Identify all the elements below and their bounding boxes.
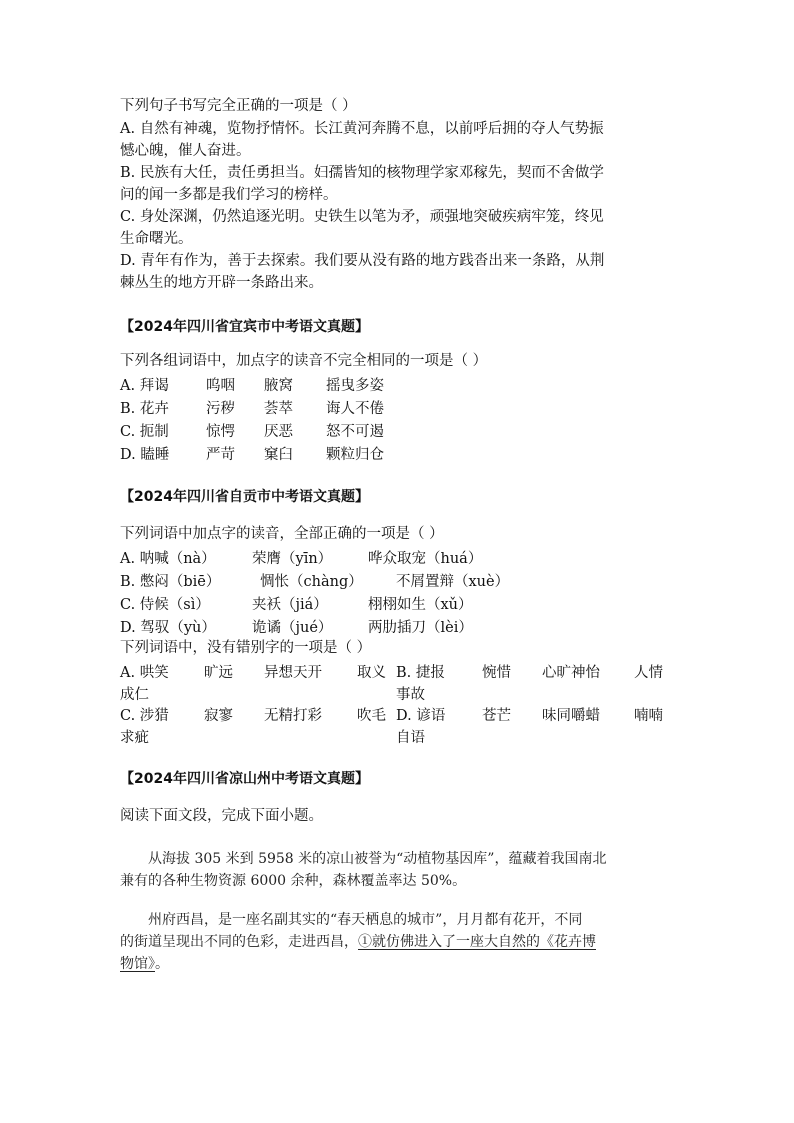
option-d-line1: D. 青年有作为，善于去探索。我们要从没有路的地方践沓出来一条路，从荆 bbox=[120, 253, 605, 269]
option-cell: 取义 bbox=[357, 665, 386, 681]
option-b-line2: 问的闻一多都是我们学习的榜样。 bbox=[120, 187, 338, 203]
option-cell: A. 拜谒 bbox=[120, 378, 169, 394]
option-row bbox=[120, 704, 680, 726]
option-cell: C. 侍候（sì） bbox=[120, 597, 210, 613]
passage-para2-line1: 州府西昌，是一座名副其实的“春天栖息的城市”，月月都有花开，不同 bbox=[148, 912, 583, 928]
option-cell: 异想天开 bbox=[264, 665, 322, 681]
option-cell: 窠臼 bbox=[264, 447, 293, 463]
option-row bbox=[120, 726, 680, 748]
option-cell: 颗粒归仓 bbox=[326, 447, 384, 463]
option-cell: 不屑置辩（xuè） bbox=[396, 574, 510, 590]
option-row bbox=[120, 420, 680, 442]
option-row bbox=[120, 397, 680, 419]
option-cell: 厌恶 bbox=[264, 424, 293, 440]
underlined-sentence: ①就仿佛进入了一座大自然的《花卉博 bbox=[358, 934, 596, 950]
passage-text: 的街道呈现出不同的色彩，走进西昌， bbox=[120, 934, 358, 950]
option-cell: 无精打彩 bbox=[264, 708, 322, 724]
option-cell: 摇曳多姿 bbox=[326, 378, 384, 394]
option-cell: 人情 bbox=[634, 665, 663, 681]
question-text: 下列各组词语中，加点字的读音不完全相同的一项是（ ） bbox=[120, 353, 488, 369]
option-a-line2: 憾心魄，催人奋进。 bbox=[120, 143, 251, 159]
instruction-text: 阅读下面文段，完成下面小题。 bbox=[120, 808, 323, 824]
option-cell: C. 涉猎 bbox=[120, 708, 169, 724]
option-cell: 怒不可遏 bbox=[326, 424, 384, 440]
question-text: 下列词语中，没有错别字的一项是（ ） bbox=[120, 640, 372, 656]
option-row bbox=[120, 616, 680, 638]
option-cell: 两肋插刀（lèi） bbox=[368, 620, 473, 636]
option-cell: 诡谲（jué） bbox=[252, 620, 333, 636]
section-heading-zigong: 【2024年四川省自贡市中考语文真题】 bbox=[120, 489, 369, 505]
question-text: 下列词语中加点字的读音，全部正确的一项是（ ） bbox=[120, 526, 444, 542]
option-cell: 成仁 bbox=[120, 687, 149, 703]
passage-para1-line2: 兼有的各种生物资源 6000 余种，森林覆盖率达 50%。 bbox=[120, 873, 467, 889]
option-cell: A. 呐喊（nà） bbox=[120, 551, 216, 567]
option-cell: 荟萃 bbox=[264, 401, 293, 417]
option-cell: 事故 bbox=[396, 687, 425, 703]
underlined-sentence: 物馆》 bbox=[120, 956, 155, 972]
option-cell: 惆怅（chàng） bbox=[260, 574, 363, 590]
option-cell: 惋惜 bbox=[482, 665, 511, 681]
option-cell: 哗众取宠（huá） bbox=[368, 551, 483, 567]
option-cell: 喃喃 bbox=[634, 708, 663, 724]
option-cell: B. 捷报 bbox=[396, 665, 445, 681]
section-heading-yibin: 【2024年四川省宜宾市中考语文真题】 bbox=[120, 319, 369, 335]
option-row bbox=[120, 661, 680, 683]
option-cell: C. 扼制 bbox=[120, 424, 169, 440]
option-cell: 寂寥 bbox=[204, 708, 233, 724]
option-cell: D. 谚语 bbox=[396, 708, 446, 724]
option-cell: 严苛 bbox=[206, 447, 235, 463]
passage-para2-line3 bbox=[120, 954, 169, 974]
option-row bbox=[120, 374, 680, 396]
option-cell: 惊愕 bbox=[206, 424, 235, 440]
option-cell: B. 憋闷（biē） bbox=[120, 574, 221, 590]
option-cell: 荣膺（yīn） bbox=[252, 551, 333, 567]
option-cell: 夹袄（jiá） bbox=[252, 597, 328, 613]
option-cell: 诲人不倦 bbox=[326, 401, 384, 417]
option-cell: 吹毛 bbox=[357, 708, 386, 724]
option-cell: 求疵 bbox=[120, 730, 149, 746]
option-b-line1: B. 民族有大任，责任勇担当。妇孺皆知的核物理学家邓稼先，契而不舍做学 bbox=[120, 165, 604, 181]
option-cell: 腋窝 bbox=[264, 378, 293, 394]
option-cell: D. 驾驭（yù） bbox=[120, 620, 216, 636]
option-cell: A. 哄笑 bbox=[120, 665, 169, 681]
option-cell: 苍芒 bbox=[482, 708, 511, 724]
option-c-line1: C. 身处深渊，仍然追逐光明。史铁生以笔为矛，顽强地突破疾病牢笼，终见 bbox=[120, 209, 604, 225]
option-cell: 味同嚼蜡 bbox=[542, 708, 600, 724]
option-a-line1: A. 自然有神魂，览物抒情怀。长江黄河奔腾不息，以前呼后拥的夺人气势振 bbox=[120, 121, 604, 137]
option-row bbox=[120, 683, 680, 705]
option-row bbox=[120, 593, 680, 615]
option-row bbox=[120, 547, 680, 569]
option-cell: 自语 bbox=[396, 730, 425, 746]
option-row bbox=[120, 443, 680, 465]
question-text: 下列句子书写完全正确的一项是（ ） bbox=[120, 98, 357, 114]
option-cell: B. 花卉 bbox=[120, 401, 169, 417]
option-cell: 呜咽 bbox=[206, 378, 235, 394]
passage-para2-line2 bbox=[120, 932, 596, 952]
section-heading-liangshan: 【2024年四川省凉山州中考语文真题】 bbox=[120, 771, 369, 787]
option-cell: 栩栩如生（xǔ） bbox=[368, 597, 473, 613]
passage-text: 。 bbox=[155, 956, 169, 972]
option-cell: D. 瞌睡 bbox=[120, 447, 170, 463]
option-c-line2: 生命曙光。 bbox=[120, 231, 193, 247]
option-cell: 心旷神怡 bbox=[542, 665, 600, 681]
option-cell: 污秽 bbox=[206, 401, 235, 417]
passage-para1-line1: 从海拔 305 米到 5958 米的凉山被誉为“动植物基因库”，蕴藏着我国南北 bbox=[148, 851, 607, 867]
option-row bbox=[120, 570, 680, 592]
option-cell: 旷远 bbox=[204, 665, 233, 681]
option-d-line2: 棘丛生的地方开辟一条路出来。 bbox=[120, 275, 323, 291]
